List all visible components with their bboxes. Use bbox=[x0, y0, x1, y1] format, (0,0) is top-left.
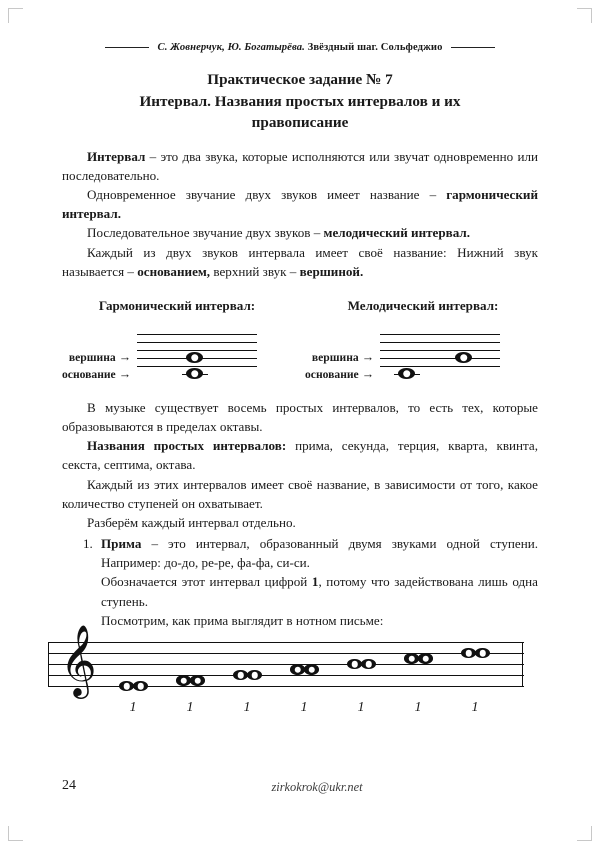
staff-line-5 bbox=[137, 334, 257, 335]
interval-list bbox=[62, 534, 538, 630]
staff-line-4 bbox=[380, 342, 500, 343]
harmonic-label-bottom bbox=[62, 366, 131, 383]
running-head-authors: С. Жовнерчук, Ю. Богатырёва. bbox=[157, 42, 305, 53]
footer-email: zirkokrok@ukr.net bbox=[271, 780, 363, 794]
notehead-prima-1b bbox=[133, 681, 148, 692]
page-footer bbox=[62, 778, 538, 798]
staff-line-3 bbox=[380, 350, 500, 351]
staff-line-3 bbox=[48, 664, 524, 665]
notehead-top bbox=[455, 352, 472, 363]
running-head bbox=[62, 42, 538, 53]
list-item-line-1-text: – это интервал, образованный двумя звуками одной ступени. Например: до-до, ре-ре, фа-фа, си-си. bbox=[101, 536, 538, 571]
prima-notation-figure bbox=[48, 623, 524, 737]
demo-headings bbox=[62, 298, 538, 314]
melodic-label-bottom bbox=[305, 366, 374, 383]
paragraph-note-names-text-2: верхний звук – bbox=[210, 263, 300, 279]
paragraph-interval-names-list: прима, секунда, терция, кварта, квинта, секста, септима, октава. bbox=[62, 438, 538, 473]
prima-number-labels bbox=[48, 700, 524, 720]
melodic-interval-staff bbox=[380, 328, 500, 384]
notehead-prima-4a bbox=[290, 664, 305, 675]
notehead-prima-1a bbox=[119, 681, 134, 692]
demo-cell-harmonic bbox=[62, 328, 295, 384]
melodic-labels bbox=[305, 349, 374, 384]
arrow-right-icon: → bbox=[361, 350, 375, 365]
demo-cell-melodic bbox=[295, 328, 538, 384]
prima-digit: 1 bbox=[311, 574, 319, 590]
paragraph-harmonic bbox=[62, 185, 538, 223]
paragraph-note-names bbox=[62, 243, 538, 281]
term-harmonic-interval: гармонический интервал. bbox=[62, 187, 538, 222]
paragraph-eight-intervals: В музыке существует восемь простых интервалов, то есть тех, которые образовываются в пределах октавы. bbox=[62, 399, 538, 435]
page-number: 24 bbox=[62, 778, 76, 793]
staff-line-2 bbox=[380, 358, 500, 359]
demo-heading-harmonic: Гармонический интервал: bbox=[98, 297, 256, 313]
notehead-prima-5a bbox=[347, 659, 362, 670]
paragraph-note-names-text-1: Каждый из двух звуков интервала имеет своё название: Нижний звук называется – bbox=[62, 244, 538, 279]
barline-right bbox=[522, 642, 523, 686]
term-interval-names: Названия простых интервалов: bbox=[87, 438, 287, 454]
demo-heading-melodic: Мелодический интервал: bbox=[347, 297, 499, 313]
running-head-rule-left bbox=[105, 47, 149, 48]
page-title bbox=[62, 69, 538, 134]
notehead-prima-2a bbox=[176, 675, 191, 686]
melodic-label-top-text: вершина bbox=[311, 350, 359, 364]
harmonic-label-top bbox=[69, 349, 131, 366]
list-item-line-2 bbox=[101, 572, 538, 610]
running-head-work: Звёздный шаг. Сольфеджио bbox=[304, 42, 443, 53]
list-item-line-1 bbox=[101, 534, 538, 572]
melodic-label-top bbox=[312, 349, 374, 366]
interval-number-1: 1 bbox=[129, 700, 137, 715]
notehead-prima-4b bbox=[304, 664, 319, 675]
interval-number-6: 1 bbox=[414, 700, 422, 715]
barline-left bbox=[48, 642, 49, 686]
running-head-rule-right bbox=[451, 47, 495, 48]
notehead-top bbox=[186, 352, 203, 363]
staff-line-2 bbox=[48, 675, 524, 676]
title-line-2: Интервал. Названия простых интервалов и их bbox=[139, 92, 461, 110]
staff-line-4 bbox=[137, 342, 257, 343]
list-item-line-2-text-b: , потому что задействована лишь одна ступень. bbox=[101, 574, 538, 609]
notehead-prima-7a bbox=[461, 648, 476, 659]
notehead-prima-2b bbox=[190, 675, 205, 686]
staff-line-4 bbox=[48, 653, 524, 654]
arrow-right-icon: → bbox=[361, 367, 375, 382]
list-item-line-3: Посмотрим, как прима выглядит в нотном письме: bbox=[101, 612, 384, 628]
list-item-number: 1. bbox=[83, 536, 93, 552]
staff-line-5 bbox=[380, 334, 500, 335]
notehead-prima-6b bbox=[418, 653, 433, 664]
term-melodic-interval: мелодический интервал. bbox=[323, 225, 470, 241]
title-line-3: правописание bbox=[251, 114, 349, 132]
notehead-prima-3a bbox=[233, 670, 248, 681]
interval-number-4: 1 bbox=[300, 700, 308, 715]
paragraph-each-interval: Каждый из этих интервалов имеет своё название, в зависимости от того, какое количество ступеней он охватывает. bbox=[62, 476, 538, 511]
interval-number-5: 1 bbox=[357, 700, 365, 715]
notehead-prima-5b bbox=[361, 659, 376, 670]
staff-line-3 bbox=[137, 350, 257, 351]
harmonic-label-top-text: вершина bbox=[68, 350, 116, 364]
staff-line-5 bbox=[48, 642, 524, 643]
demo-staves-row bbox=[62, 328, 538, 384]
arrow-right-icon: → bbox=[118, 350, 132, 365]
term-osnovanie: основанием, bbox=[137, 263, 211, 279]
running-head-text bbox=[158, 42, 443, 53]
notehead-bottom bbox=[398, 368, 415, 379]
interval-number-7: 1 bbox=[471, 700, 479, 715]
paragraph-melodic bbox=[62, 223, 538, 242]
notehead-prima-6a bbox=[404, 653, 419, 664]
term-prima: Прима bbox=[101, 536, 142, 552]
paragraph-interval-definition bbox=[62, 147, 538, 185]
interval-number-2: 1 bbox=[186, 700, 194, 715]
list-item-line-2-text-a: Обозначается этот интервал цифрой bbox=[101, 574, 312, 590]
list-item bbox=[62, 534, 538, 630]
harmonic-interval-staff bbox=[137, 328, 257, 384]
paragraph-melodic-text: Последовательное звучание двух звуков – bbox=[87, 225, 324, 241]
treble-clef-icon: 𝄞 bbox=[60, 623, 97, 696]
prima-staff bbox=[48, 623, 524, 696]
interval-number-3: 1 bbox=[243, 700, 251, 715]
paragraph-interval-names bbox=[62, 436, 538, 474]
paragraph-analyze: Разберём каждый интервал отдельно. bbox=[87, 514, 296, 530]
notehead-bottom bbox=[186, 368, 203, 379]
staff-line-1 bbox=[380, 366, 500, 367]
paragraph-interval-definition-text: – это два звука, которые исполняются или звучат одновременно или последовательно. bbox=[62, 148, 538, 183]
harmonic-label-bottom-text: основание bbox=[62, 367, 116, 381]
harmonic-labels bbox=[62, 349, 131, 384]
staff-line-1 bbox=[137, 366, 257, 367]
title-line-1: Практическое задание № 7 bbox=[207, 71, 393, 88]
arrow-right-icon: → bbox=[118, 367, 132, 382]
term-interval: Интервал bbox=[87, 148, 146, 164]
paragraph-harmonic-text: Одновременное звучание двух звуков имеет название – bbox=[87, 187, 447, 203]
notehead-prima-7b bbox=[475, 648, 490, 659]
term-vershina: вершиной. bbox=[299, 263, 364, 279]
melodic-label-bottom-text: основание bbox=[305, 367, 359, 381]
notehead-prima-3b bbox=[247, 670, 262, 681]
